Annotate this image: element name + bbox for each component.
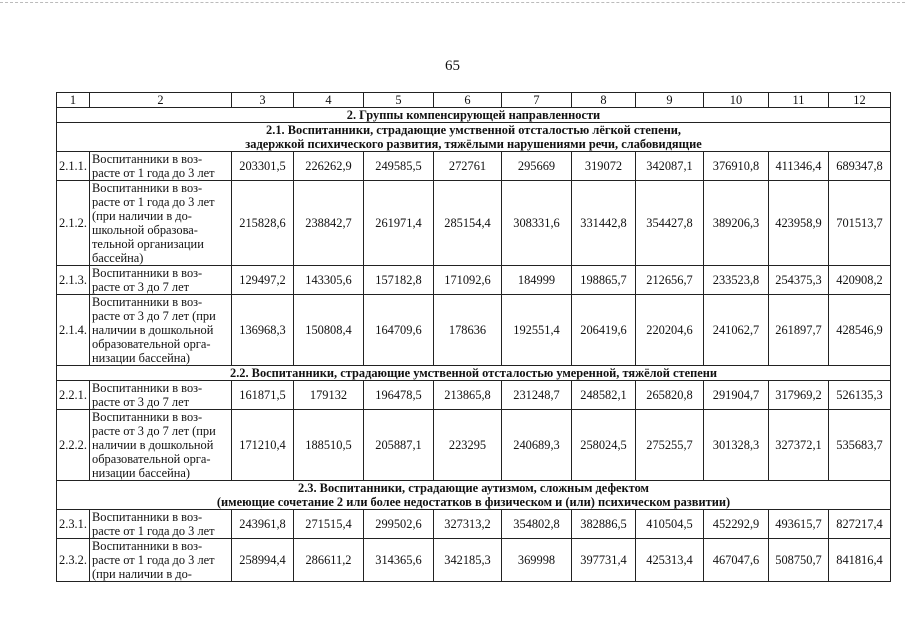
value-cell: 354427,8: [636, 181, 704, 266]
value-cell: 342185,3: [434, 539, 502, 582]
row-description-line: Воспитанники в воз-: [92, 152, 203, 166]
table-row: [57, 181, 891, 266]
value-cell: 161871,5: [232, 381, 294, 410]
row-description-line: бассейна): [92, 251, 144, 265]
value-cell: 331442,8: [572, 181, 636, 266]
value-cell: 171210,4: [232, 410, 294, 481]
row-code: 2.3.2.: [57, 539, 90, 582]
value-cell: 319072: [572, 152, 636, 181]
value-cell: 179132: [294, 381, 364, 410]
value-cell: 254375,3: [769, 266, 829, 295]
row-description-line: расте от 1 года до 3 лет: [92, 524, 215, 538]
value-cell: 157182,8: [364, 266, 434, 295]
value-cell: 389206,3: [704, 181, 769, 266]
row-code: 2.1.3.: [57, 266, 90, 295]
value-cell: 397731,4: [572, 539, 636, 582]
value-cell: 342087,1: [636, 152, 704, 181]
value-cell: 701513,7: [829, 181, 891, 266]
table-row: [57, 152, 891, 181]
value-cell: 508750,7: [769, 539, 829, 582]
table-row: [57, 381, 891, 410]
header-cell: 2: [90, 93, 232, 108]
header-cell: 4: [294, 93, 364, 108]
value-cell: 238842,7: [294, 181, 364, 266]
row-description-line: (при наличии в до-: [92, 567, 192, 581]
value-cell: 261971,4: [364, 181, 434, 266]
row-description: [90, 381, 232, 410]
header-cell: 5: [364, 93, 434, 108]
value-cell: 196478,5: [364, 381, 434, 410]
tariff-table: [56, 92, 891, 582]
value-cell: 205887,1: [364, 410, 434, 481]
value-cell: 841816,4: [829, 539, 891, 582]
value-cell: 215828,6: [232, 181, 294, 266]
value-cell: 258024,5: [572, 410, 636, 481]
row-description: [90, 510, 232, 539]
value-cell: 420908,2: [829, 266, 891, 295]
header-cell: 8: [572, 93, 636, 108]
header-row: [57, 93, 891, 108]
row-description: [90, 266, 232, 295]
section-title-line: задержкой психического развития, тяжёлыми нарушениями речи, слабовидящие: [245, 137, 702, 151]
section-title: [57, 108, 891, 123]
row-code: 2.2.1.: [57, 381, 90, 410]
row-code: 2.3.1.: [57, 510, 90, 539]
section-title: [57, 123, 891, 152]
section-title-line: 2.3. Воспитанники, страдающие аутизмом, сложным дефектом: [298, 481, 649, 495]
value-cell: 452292,9: [704, 510, 769, 539]
value-cell: 240689,3: [502, 410, 572, 481]
page-number: 65: [445, 58, 460, 74]
section-row: [57, 366, 891, 381]
value-cell: 317969,2: [769, 381, 829, 410]
row-description-line: расте от 1 года до 3 лет: [92, 166, 215, 180]
value-cell: 212656,7: [636, 266, 704, 295]
value-cell: 150808,4: [294, 295, 364, 366]
row-description-line: наличии в дошкольной: [92, 323, 214, 337]
header-cell: 9: [636, 93, 704, 108]
value-cell: 410504,5: [636, 510, 704, 539]
row-code: 2.1.4.: [57, 295, 90, 366]
row-description: [90, 295, 232, 366]
header-cell: 7: [502, 93, 572, 108]
row-description: [90, 181, 232, 266]
row-description: [90, 539, 232, 582]
value-cell: 129497,2: [232, 266, 294, 295]
value-cell: 291904,7: [704, 381, 769, 410]
row-description-line: Воспитанники в воз-: [92, 539, 203, 553]
section-title-line: 2.2. Воспитанники, страдающие умственной отсталостью умеренной, тяжёлой степени: [230, 366, 717, 380]
table-row: [57, 410, 891, 481]
value-cell: 203301,5: [232, 152, 294, 181]
header-cell: 3: [232, 93, 294, 108]
row-code: 2.2.2.: [57, 410, 90, 481]
row-description-line: образовательной орга-: [92, 337, 211, 351]
value-cell: 233523,8: [704, 266, 769, 295]
row-description-line: расте от 1 года до 3 лет: [92, 553, 215, 567]
section-title-line: (имеющие сочетание 2 или более недостатков в физическом и (или) психическом развитии): [216, 495, 731, 509]
value-cell: 535683,7: [829, 410, 891, 481]
value-cell: 231248,7: [502, 381, 572, 410]
row-description-line: наличии в дошкольной: [92, 438, 214, 452]
value-cell: 271515,4: [294, 510, 364, 539]
row-description-line: расте от 3 до 7 лет (при: [92, 309, 216, 323]
value-cell: 206419,6: [572, 295, 636, 366]
row-description-line: Воспитанники в воз-: [92, 181, 203, 195]
section-title-line: 2. Группы компенсирующей направленности: [346, 108, 601, 122]
value-cell: 526135,3: [829, 381, 891, 410]
value-cell: 136968,3: [232, 295, 294, 366]
row-description-line: тельной организации: [92, 237, 204, 251]
table-row: [57, 295, 891, 366]
value-cell: 376910,8: [704, 152, 769, 181]
section-row: [57, 481, 891, 510]
value-cell: 354802,8: [502, 510, 572, 539]
value-cell: 192551,4: [502, 295, 572, 366]
section-title: [57, 481, 891, 510]
row-description-line: образовательной орга-: [92, 452, 211, 466]
header-cell: 12: [829, 93, 891, 108]
row-description: [90, 152, 232, 181]
row-description-line: Воспитанники в воз-: [92, 510, 203, 524]
value-cell: 301328,3: [704, 410, 769, 481]
value-cell: 220204,6: [636, 295, 704, 366]
value-cell: 467047,6: [704, 539, 769, 582]
section-title: [57, 366, 891, 381]
scan-edge-line: [0, 2, 905, 3]
value-cell: 184999: [502, 266, 572, 295]
row-description-line: (при наличии в до-: [92, 209, 192, 223]
header-cell: 10: [704, 93, 769, 108]
value-cell: 299502,6: [364, 510, 434, 539]
row-description-line: расте от 1 года до 3 лет: [92, 195, 215, 209]
value-cell: 164709,6: [364, 295, 434, 366]
value-cell: 275255,7: [636, 410, 704, 481]
value-cell: 369998: [502, 539, 572, 582]
header-cell: 11: [769, 93, 829, 108]
row-description-line: расте от 3 до 7 лет (при: [92, 424, 216, 438]
row-description-line: расте от 3 до 7 лет: [92, 280, 190, 294]
row-description-line: Воспитанники в воз-: [92, 295, 203, 309]
row-code: 2.1.2.: [57, 181, 90, 266]
value-cell: 143305,6: [294, 266, 364, 295]
table-body: [57, 93, 891, 582]
header-cell: 1: [57, 93, 90, 108]
row-description-line: Воспитанники в воз-: [92, 410, 203, 424]
value-cell: 223295: [434, 410, 502, 481]
row-description-line: расте от 3 до 7 лет: [92, 395, 190, 409]
value-cell: 382886,5: [572, 510, 636, 539]
value-cell: 272761: [434, 152, 502, 181]
header-cell: 6: [434, 93, 502, 108]
row-description: [90, 410, 232, 481]
value-cell: 428546,9: [829, 295, 891, 366]
section-title-line: 2.1. Воспитанники, страдающие умственной отсталостью лёгкой степени,: [266, 123, 681, 137]
value-cell: 308331,6: [502, 181, 572, 266]
value-cell: 295669: [502, 152, 572, 181]
row-description-line: Воспитанники в воз-: [92, 266, 203, 280]
value-cell: 249585,5: [364, 152, 434, 181]
value-cell: 198865,7: [572, 266, 636, 295]
value-cell: 689347,8: [829, 152, 891, 181]
value-cell: 286611,2: [294, 539, 364, 582]
row-description-line: низации бассейна): [92, 466, 190, 480]
value-cell: 226262,9: [294, 152, 364, 181]
value-cell: 327372,1: [769, 410, 829, 481]
row-code: 2.1.1.: [57, 152, 90, 181]
value-cell: 213865,8: [434, 381, 502, 410]
value-cell: 258994,4: [232, 539, 294, 582]
value-cell: 411346,4: [769, 152, 829, 181]
value-cell: 248582,1: [572, 381, 636, 410]
value-cell: 423958,9: [769, 181, 829, 266]
value-cell: 188510,5: [294, 410, 364, 481]
value-cell: 243961,8: [232, 510, 294, 539]
value-cell: 425313,4: [636, 539, 704, 582]
table-row: [57, 510, 891, 539]
value-cell: 265820,8: [636, 381, 704, 410]
table-row: [57, 266, 891, 295]
section-row: [57, 123, 891, 152]
row-description-line: Воспитанники в воз-: [92, 381, 203, 395]
table-row: [57, 539, 891, 582]
row-description-line: школьной образова-: [92, 223, 198, 237]
value-cell: 314365,6: [364, 539, 434, 582]
value-cell: 171092,6: [434, 266, 502, 295]
value-cell: 493615,7: [769, 510, 829, 539]
value-cell: 285154,4: [434, 181, 502, 266]
row-description-line: низации бассейна): [92, 351, 190, 365]
value-cell: 241062,7: [704, 295, 769, 366]
value-cell: 261897,7: [769, 295, 829, 366]
value-cell: 178636: [434, 295, 502, 366]
value-cell: 327313,2: [434, 510, 502, 539]
value-cell: 827217,4: [829, 510, 891, 539]
section-row: [57, 108, 891, 123]
